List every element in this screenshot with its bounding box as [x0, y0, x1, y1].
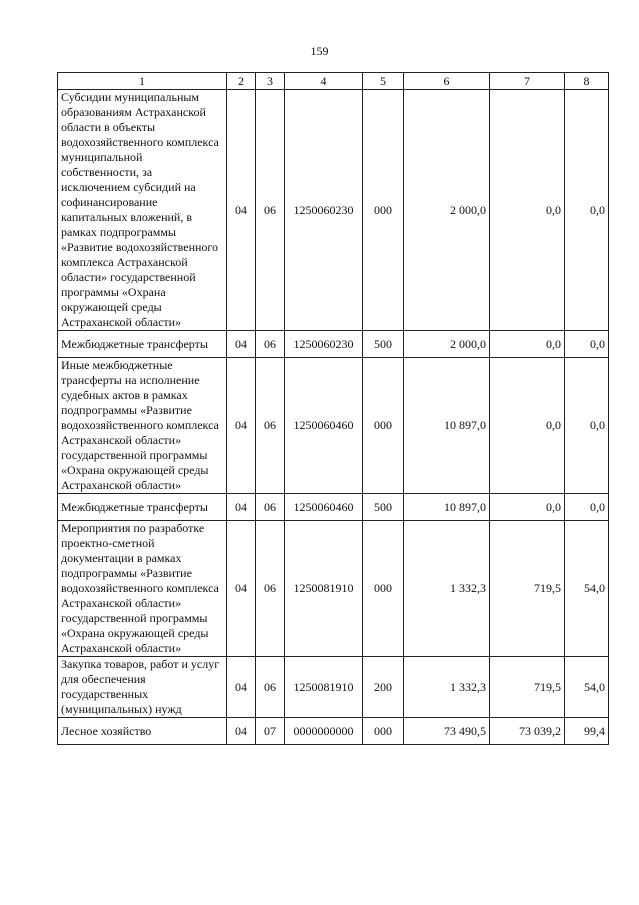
row-col3: 06 [256, 657, 285, 718]
row-col8: 0,0 [565, 494, 609, 521]
row-vr: 200 [363, 657, 404, 718]
row-col6: 2 000,0 [404, 331, 490, 358]
header-col-3: 3 [256, 73, 285, 90]
page-number: 159 [310, 44, 329, 58]
row-col2: 04 [227, 331, 256, 358]
row-name: Межбюджетные трансферты [58, 494, 227, 521]
row-col6: 2 000,0 [404, 90, 490, 331]
row-vr: 000 [363, 718, 404, 745]
row-col8: 0,0 [565, 358, 609, 494]
row-name: Межбюджетные трансферты [58, 331, 227, 358]
row-col7: 73 039,2 [490, 718, 565, 745]
table-row [58, 521, 609, 657]
row-col2: 04 [227, 657, 256, 718]
row-col2: 04 [227, 90, 256, 331]
row-col7: 719,5 [490, 657, 565, 718]
row-vr: 500 [363, 494, 404, 521]
row-name: Закупка товаров, работ и услуг для обеспечения государственных (муниципальных) нужд [58, 657, 227, 718]
table-row [58, 718, 609, 745]
row-col7: 0,0 [490, 358, 565, 494]
row-name: Лесное хозяйство [58, 718, 227, 745]
row-col2: 04 [227, 358, 256, 494]
header-col-7: 7 [490, 73, 565, 90]
row-col8: 54,0 [565, 521, 609, 657]
row-col7: 0,0 [490, 331, 565, 358]
table-row [58, 331, 609, 358]
header-col-2: 2 [227, 73, 256, 90]
budget-table [57, 72, 609, 745]
row-code: 1250060230 [285, 90, 363, 331]
row-col7: 0,0 [490, 494, 565, 521]
row-code: 1250081910 [285, 657, 363, 718]
table-row [58, 494, 609, 521]
table-row [58, 90, 609, 331]
row-col3: 06 [256, 90, 285, 331]
header-col-8: 8 [565, 73, 609, 90]
row-name: Мероприятия по разработке проектно-сметной документации в рамках подпрограммы «Развитие водохозяйственного комплекса Астраханской области» государственной программы «Охрана окружающей среды Астраханской области» [58, 521, 227, 657]
row-col3: 06 [256, 521, 285, 657]
header-col-6: 6 [404, 73, 490, 90]
row-col8: 0,0 [565, 90, 609, 331]
row-col6: 1 332,3 [404, 657, 490, 718]
header-row [58, 73, 609, 90]
header-col-5: 5 [363, 73, 404, 90]
row-col2: 04 [227, 494, 256, 521]
header-col-1: 1 [58, 73, 227, 90]
row-col2: 04 [227, 718, 256, 745]
row-col8: 54,0 [565, 657, 609, 718]
row-vr: 000 [363, 90, 404, 331]
table-row [58, 358, 609, 494]
row-col6: 1 332,3 [404, 521, 490, 657]
row-col6: 10 897,0 [404, 358, 490, 494]
row-col3: 07 [256, 718, 285, 745]
header-col-4: 4 [285, 73, 363, 90]
row-name: Иные межбюджетные трансферты на исполнение судебных актов в рамках подпрограммы «Развитие водохозяйственного комплекса Астраханской области» государственной программы «Охрана окружающей среды Астраханской области» [58, 358, 227, 494]
row-code: 1250060460 [285, 358, 363, 494]
row-code: 1250081910 [285, 521, 363, 657]
row-col6: 73 490,5 [404, 718, 490, 745]
row-col8: 99,4 [565, 718, 609, 745]
row-vr: 500 [363, 331, 404, 358]
row-col7: 719,5 [490, 521, 565, 657]
table-row [58, 657, 609, 718]
row-col8: 0,0 [565, 331, 609, 358]
row-name: Субсидии муниципальным образованиям Астраханской области в объекты водохозяйственного комплекса муниципальной собственности, за исключением субсидий на софинансирование капитальных вложений, в рамках подпрограммы «Развитие водохозяйственного комплекса Астраханской области» государственной программы «Охрана окружающей среды Астраханской области» [58, 90, 227, 331]
row-vr: 000 [363, 358, 404, 494]
row-col2: 04 [227, 521, 256, 657]
row-col3: 06 [256, 331, 285, 358]
row-code: 1250060230 [285, 331, 363, 358]
row-col3: 06 [256, 358, 285, 494]
row-col7: 0,0 [490, 90, 565, 331]
row-vr: 000 [363, 521, 404, 657]
row-col3: 06 [256, 494, 285, 521]
row-code: 1250060460 [285, 494, 363, 521]
row-col6: 10 897,0 [404, 494, 490, 521]
row-code: 0000000000 [285, 718, 363, 745]
